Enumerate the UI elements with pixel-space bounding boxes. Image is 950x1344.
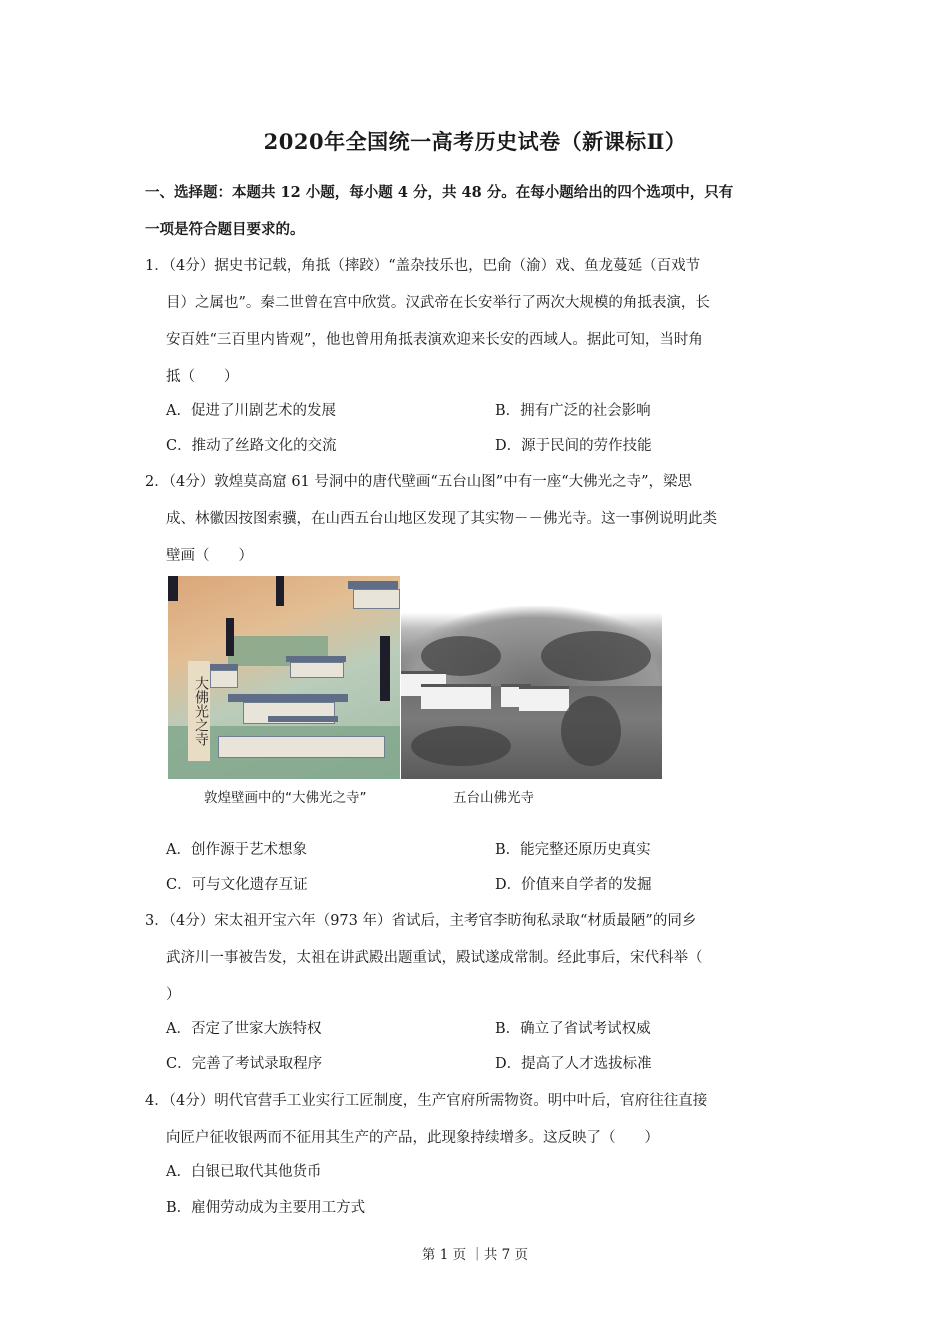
- option-c[interactable]: C．完善了考试录取程序: [166, 1056, 323, 1072]
- option-a[interactable]: A．创作源于艺术想象: [166, 842, 307, 858]
- page-footer: 第 1 页 ｜共 7 页: [421, 1247, 529, 1263]
- option-c[interactable]: C．推动了丝路文化的交流: [166, 438, 337, 454]
- option-a[interactable]: A．白银已取代其他货币: [166, 1164, 322, 1180]
- option-b[interactable]: B．拥有广泛的社会影响: [495, 403, 651, 419]
- question-2-line-3: 壁画（ ）: [166, 548, 253, 564]
- option-d[interactable]: D．源于民间的劳作技能: [495, 438, 652, 454]
- question-1-line-2: 目）之属也”。秦二世曾在宫中欣赏。汉武帝在长安举行了两次大规模的角抵表演，长: [166, 295, 710, 311]
- page-title: 2020年全国统一高考历史试卷（新课标Ⅱ）: [263, 129, 687, 154]
- question-2-line-1: 2．（4分）敦煌莫高窟 61 号洞中的唐代壁画“五台山图”中有一座“大佛光之寺”，梁思: [145, 474, 693, 490]
- dunhuang-mural-image: [168, 576, 400, 779]
- section-heading-line1: 一、选择题：本题共 12 小题，每小题 4 分，共 48 分。在每小题给出的四个选项中，只有: [145, 184, 734, 201]
- question-1-line-3: 安百姓“三百里内皆观”，他也曾用角抵表演欢迎来长安的西域人。据此可知，当时角: [166, 332, 703, 348]
- option-a[interactable]: A．否定了世家大族特权: [166, 1021, 322, 1037]
- question-2-line-2: 成、林徽因按图索骥，在山西五台山地区发现了其实物－－佛光寺。这一事例说明此类: [166, 511, 717, 527]
- question-4-line-2: 向匠户征收银两而不征用其生产的产品，此现象持续增多。这反映了（ ）: [166, 1130, 659, 1146]
- question-3-line-1: 3．（4分）宋太祖开宝六年（973 年）省试后，主考官李昉徇私录取“材质最陋”的同乡: [145, 913, 697, 929]
- question-2-figure: [168, 576, 662, 806]
- question-number: 4．: [145, 1093, 169, 1109]
- figure-captions: [168, 786, 662, 808]
- question-number: 2．: [145, 474, 169, 490]
- question-3-line-3: ）: [166, 987, 181, 1003]
- section-heading-line2: 一项是符合题目要求的。: [145, 221, 305, 238]
- option-b[interactable]: B．雇佣劳动成为主要用工方式: [166, 1200, 366, 1216]
- option-c[interactable]: C．可与文化遗存互证: [166, 877, 308, 893]
- mural-inscription: 大佛光之寺: [188, 661, 210, 761]
- question-1-line-1: 1．（4分）据史书记载，角抵（摔跤）“盖杂技乐也，巴俞（渝）戏、鱼龙蔓延（百戏节: [145, 258, 701, 274]
- option-d[interactable]: D．提高了人才选拔标准: [495, 1056, 652, 1072]
- question-number: 1．: [145, 258, 169, 274]
- option-b[interactable]: B．能完整还原历史真实: [495, 842, 651, 858]
- question-number: 3．: [145, 913, 169, 929]
- option-d[interactable]: D．价值来自学者的发掘: [495, 877, 652, 893]
- foguang-temple-photo: [401, 576, 662, 779]
- option-b[interactable]: B．确立了省试考试权威: [495, 1021, 651, 1037]
- question-4-line-1: 4．（4分）明代官营手工业实行工匠制度，生产官府所需物资。明中叶后，官府往往直接: [145, 1093, 708, 1109]
- question-1-line-4: 抵（ ）: [166, 369, 239, 385]
- left-caption: 敦煌壁画中的“大佛光之寺”: [204, 790, 367, 806]
- question-3-line-2: 武济川一事被告发，太祖在讲武殿出题重试，殿试遂成常制。经此事后，宋代科举（: [166, 950, 703, 966]
- option-a[interactable]: A．促进了川剧艺术的发展: [166, 403, 336, 419]
- right-caption: 五台山佛光寺: [453, 790, 534, 806]
